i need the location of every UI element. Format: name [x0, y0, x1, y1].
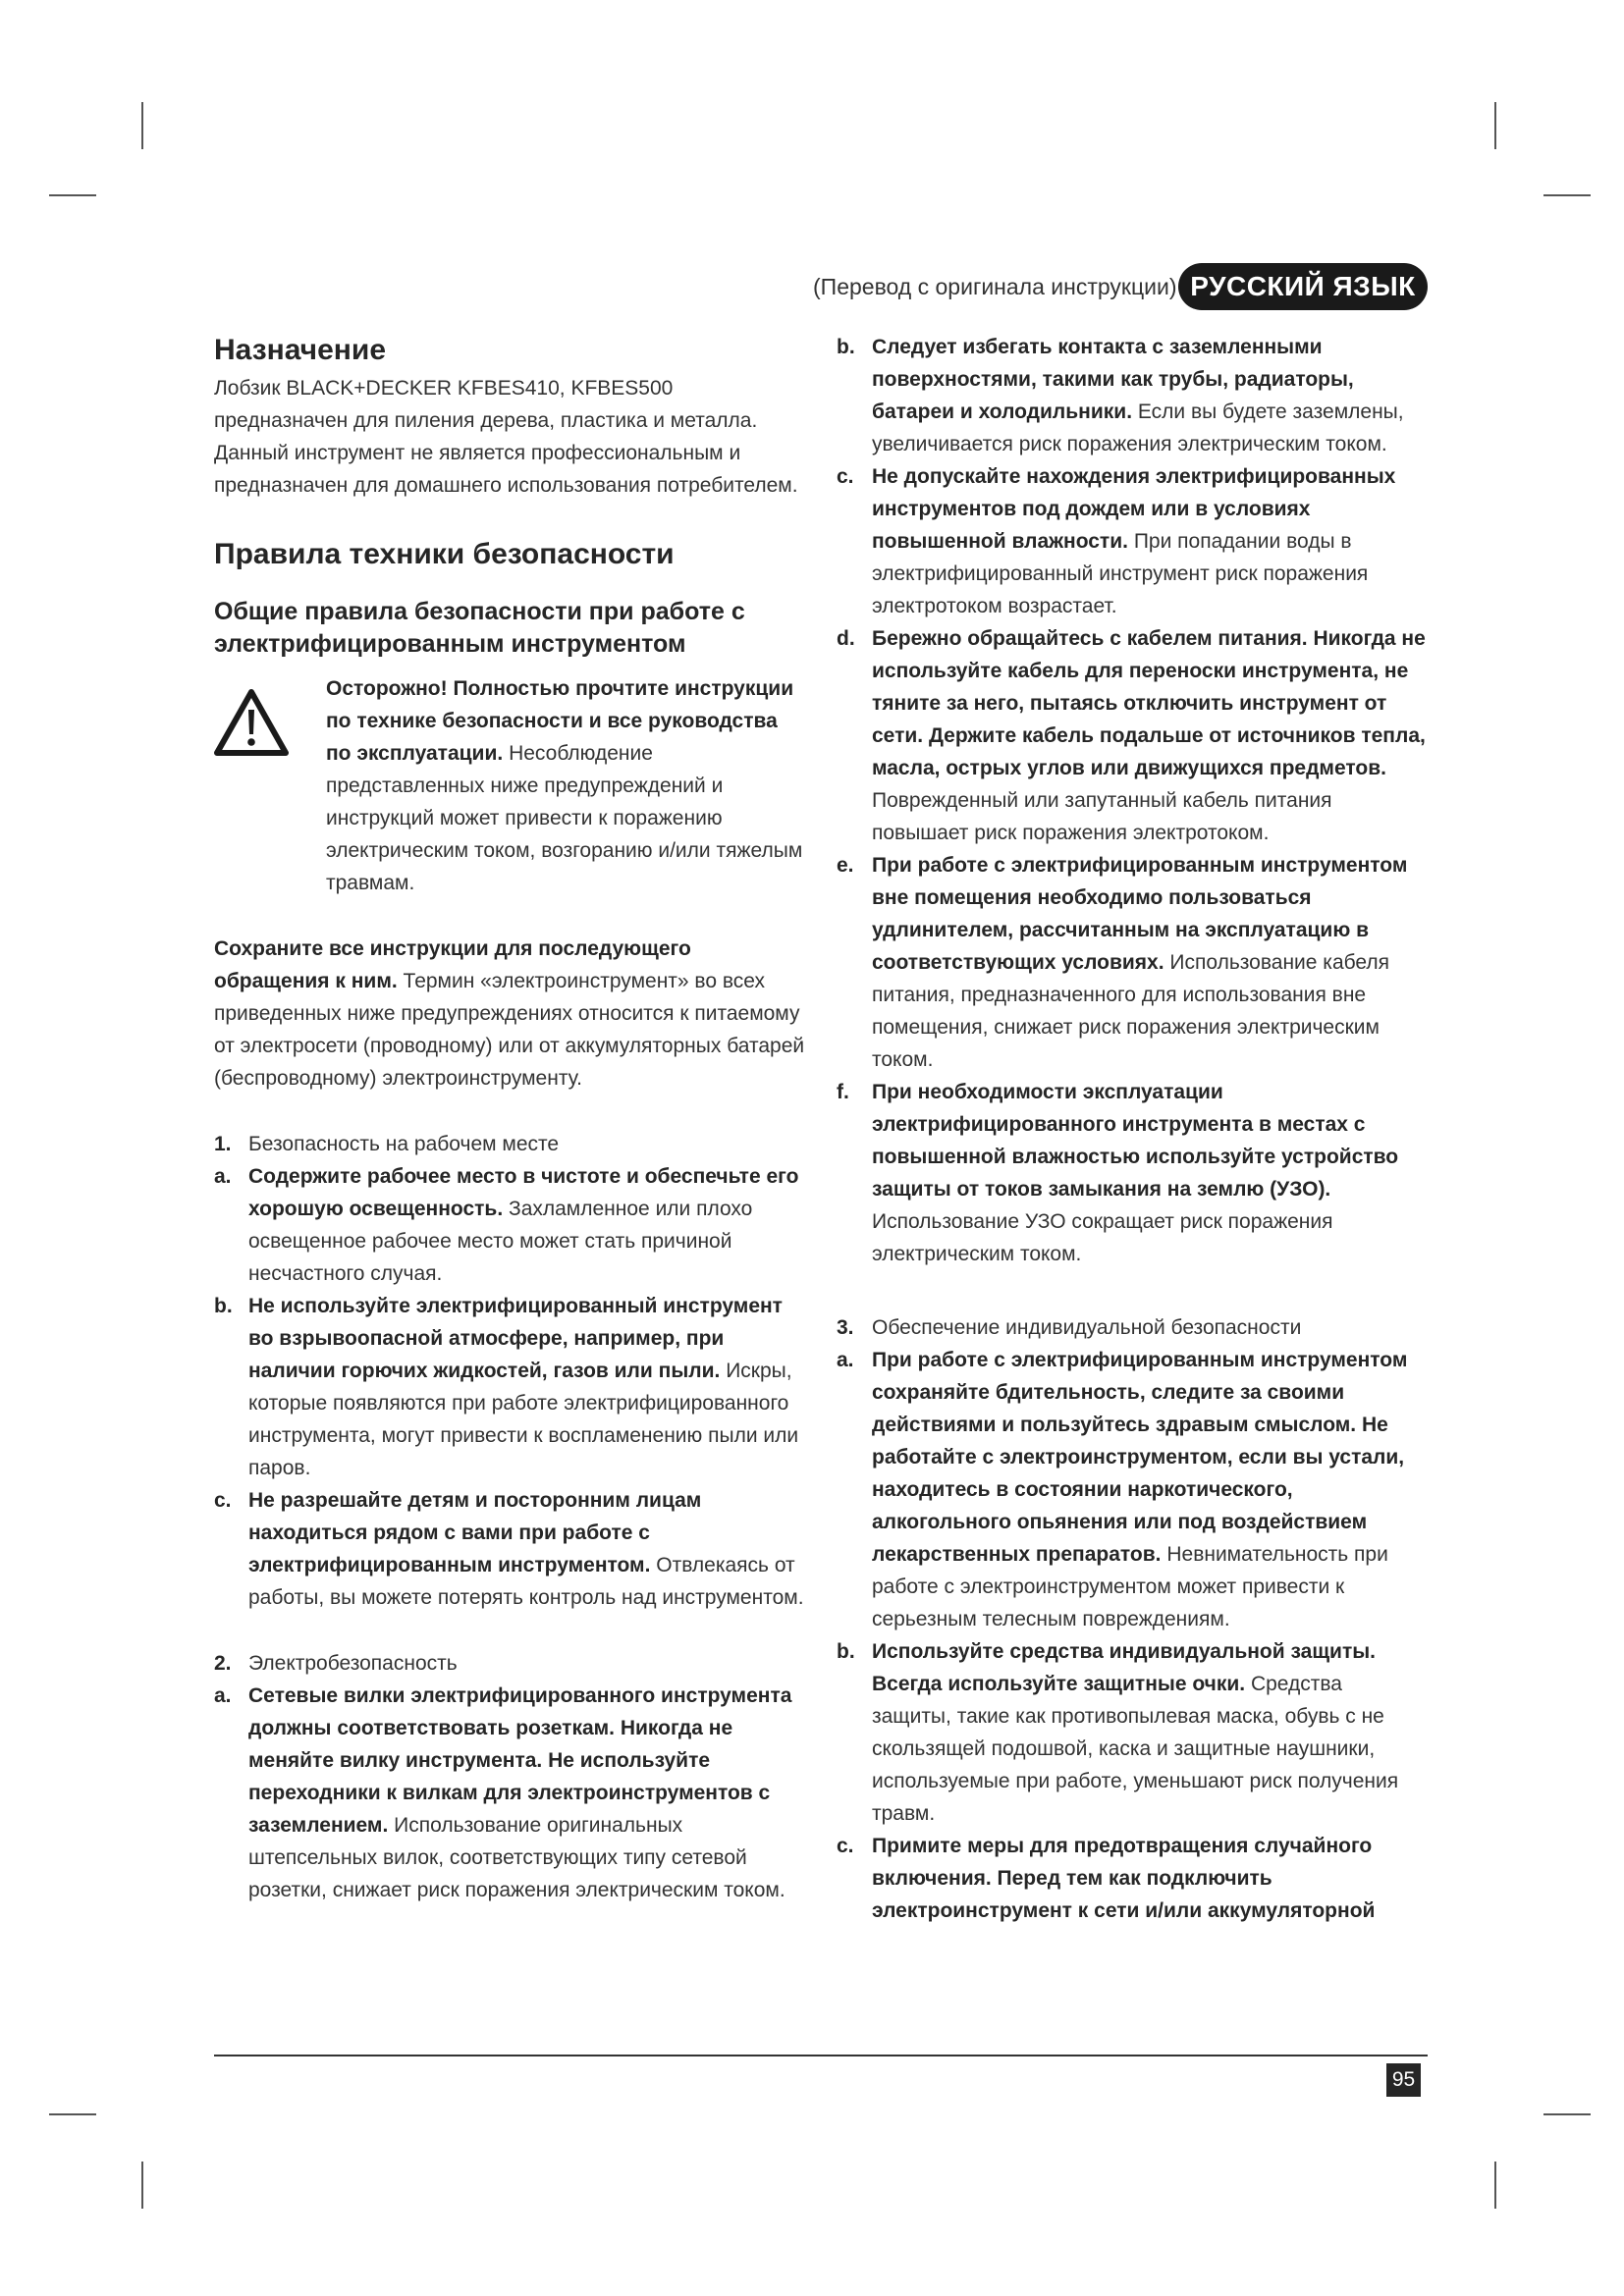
- footer-rule: [214, 2055, 1428, 2056]
- list-item: c. Не разрешайте детям и посторонним лицам находиться рядом с вами при работе с электрифицированным инструментом. Отвлекаясь от работы, вы можете потерять контроль над инструментом.: [214, 1489, 804, 1609]
- language-badge: РУССКИЙ ЯЗЫК: [1178, 263, 1428, 310]
- warning-text: Несоблюдение представленных ниже предупреждений и инструкций может привести к поражению электрическим током, возгоранию и/или тяжелым травмам.: [326, 742, 803, 894]
- crop-mark-bottom-left-vertical: [141, 2162, 143, 2209]
- warning-block: [214, 672, 806, 899]
- intended-use-text: Лобзик BLACK+DECKER KFBES410, KFBES500 предназначен для пиления дерева, пластика и металла. Данный инструмент не является профессиональным и предназначен для домашнего использования потребителем.: [214, 377, 798, 497]
- left-column: [214, 331, 806, 1906]
- save-instructions: Сохраните все инструкции для последующего обращения к ним. Термин «электроинструмент» во всех приведенных ниже предупреждениях относится к питаемому от электросети (проводному) или от аккумуляторных батарей (беспроводному) электроинструменту.: [214, 937, 805, 1090]
- right-column: [837, 331, 1426, 1927]
- section-1-heading: 1. Безопасность на рабочем месте: [214, 1133, 560, 1155]
- warning-triangle-icon: [214, 672, 324, 899]
- crop-mark-bottom-right-vertical: [1494, 2162, 1496, 2209]
- list-item: d. Бережно обращайтесь с кабелем питания. Никогда не используйте кабель для переноски инструмента, не тяните за него, пытаясь отключить инструмент от сети. Держите кабель подальше от источников тепла, масла, острых углов или движущихся предметов. Поврежденный или запутанный кабель питания повышает риск поражения электротоком.: [837, 627, 1426, 844]
- list-item: c. Не допускайте нахождения электрифицированных инструментов под дождем или в условиях повышенной влажности. При попадании воды в электрифицированный инструмент риск поражения электротоком возрастает.: [837, 465, 1396, 617]
- list-item: b. Не используйте электрифицированный инструмент во взрывоопасной атмосфере, например, при наличии горючих жидкостей, газов или пыли. Искры, которые появляются при работе электрифицированного инструмента, могут привести к воспламенению пыли или паров.: [214, 1295, 799, 1479]
- crop-mark-bottom-right-horizontal: [1543, 2113, 1591, 2115]
- list-item: f. При необходимости эксплуатации электрифицированного инструмента в местах с повышенной влажностью используйте устройство защиты от токов замыкания на землю (УЗО). Использование УЗО сокращает риск поражения электрическим током.: [837, 1081, 1399, 1265]
- list-item: a. Сетевые вилки электрифицированного инструмента должны соответствовать розеткам. Никогда не меняйте вилку инструмента. Не используйте переходники к вилкам для электроинструментов с заземлением. Использование оригинальных штепсельных вилок, соответствующих типу сетевой розетки, снижает риск поражения электрическим током.: [214, 1684, 792, 1901]
- section-3-heading: 3. Обеспечение индивидуальной безопасности: [837, 1316, 1302, 1339]
- section-2-heading: 2. Электробезопасность: [214, 1652, 458, 1675]
- crop-mark-top-right-vertical: [1494, 102, 1496, 149]
- intended-use-title: Назначение: [214, 334, 387, 366]
- list-item: b. Используйте средства индивидуальной защиты. Всегда используйте защитные очки. Средства защиты, такие как противопылевая маска, обувь с не скользящей подошвой, каска и защитные наушники, используемые при работе, уменьшают риск получения травм.: [837, 1640, 1399, 1825]
- page-number: 95: [1386, 2063, 1421, 2097]
- list-item: e. При работе с электрифицированным инструментом вне помещения необходимо пользоваться удлинителем, рассчитанным на эксплуатацию в соответствующих условиях. Использование кабеля питания, предназначенного для использования вне помещения, снижает риск поражения электрическим током.: [837, 854, 1408, 1071]
- general-rules-title: Общие правила безопасности при работе с электрифицированным инструментом: [214, 598, 745, 658]
- translation-note: (Перевод с оригинала инструкции): [813, 274, 1177, 299]
- crop-mark-top-right-horizontal: [1543, 194, 1591, 196]
- crop-mark-top-left-horizontal: [49, 194, 96, 196]
- safety-title: Правила техники безопасности: [214, 538, 675, 570]
- crop-mark-top-left-vertical: [141, 102, 143, 149]
- warning-bold: Осторожно! Полностью прочтите инструкции по технике безопасности и все руководства по эксплуатации.: [326, 677, 794, 765]
- list-item: b. Следует избегать контакта с заземленными поверхностями, такими как трубы, радиаторы, батареи и холодильники. Если вы будете заземлены, увеличивается риск поражения электрическим током.: [837, 336, 1404, 455]
- list-item: a. Содержите рабочее место в чистоте и обеспечьте его хорошую освещенность. Захламленное или плохо освещенное рабочее место может стать причиной несчастного случая.: [214, 1165, 799, 1285]
- crop-mark-bottom-left-horizontal: [49, 2113, 96, 2115]
- list-item: c. Примите меры для предотвращения случайного включения. Перед тем как подключить электроинструмент к сети и/или аккумуляторной: [837, 1835, 1376, 1922]
- list-item: a. При работе с электрифицированным инструментом сохраняйте бдительность, следите за своими действиями и пользуйтесь здравым смыслом. Не работайте с электроинструментом, если вы устали, находитесь в состоянии наркотического, алкогольного опьянения или под воздействием лекарственных препаратов. Невнимательность при работе с электроинструментом может привести к серьезным телесным повреждениям.: [837, 1349, 1408, 1630]
